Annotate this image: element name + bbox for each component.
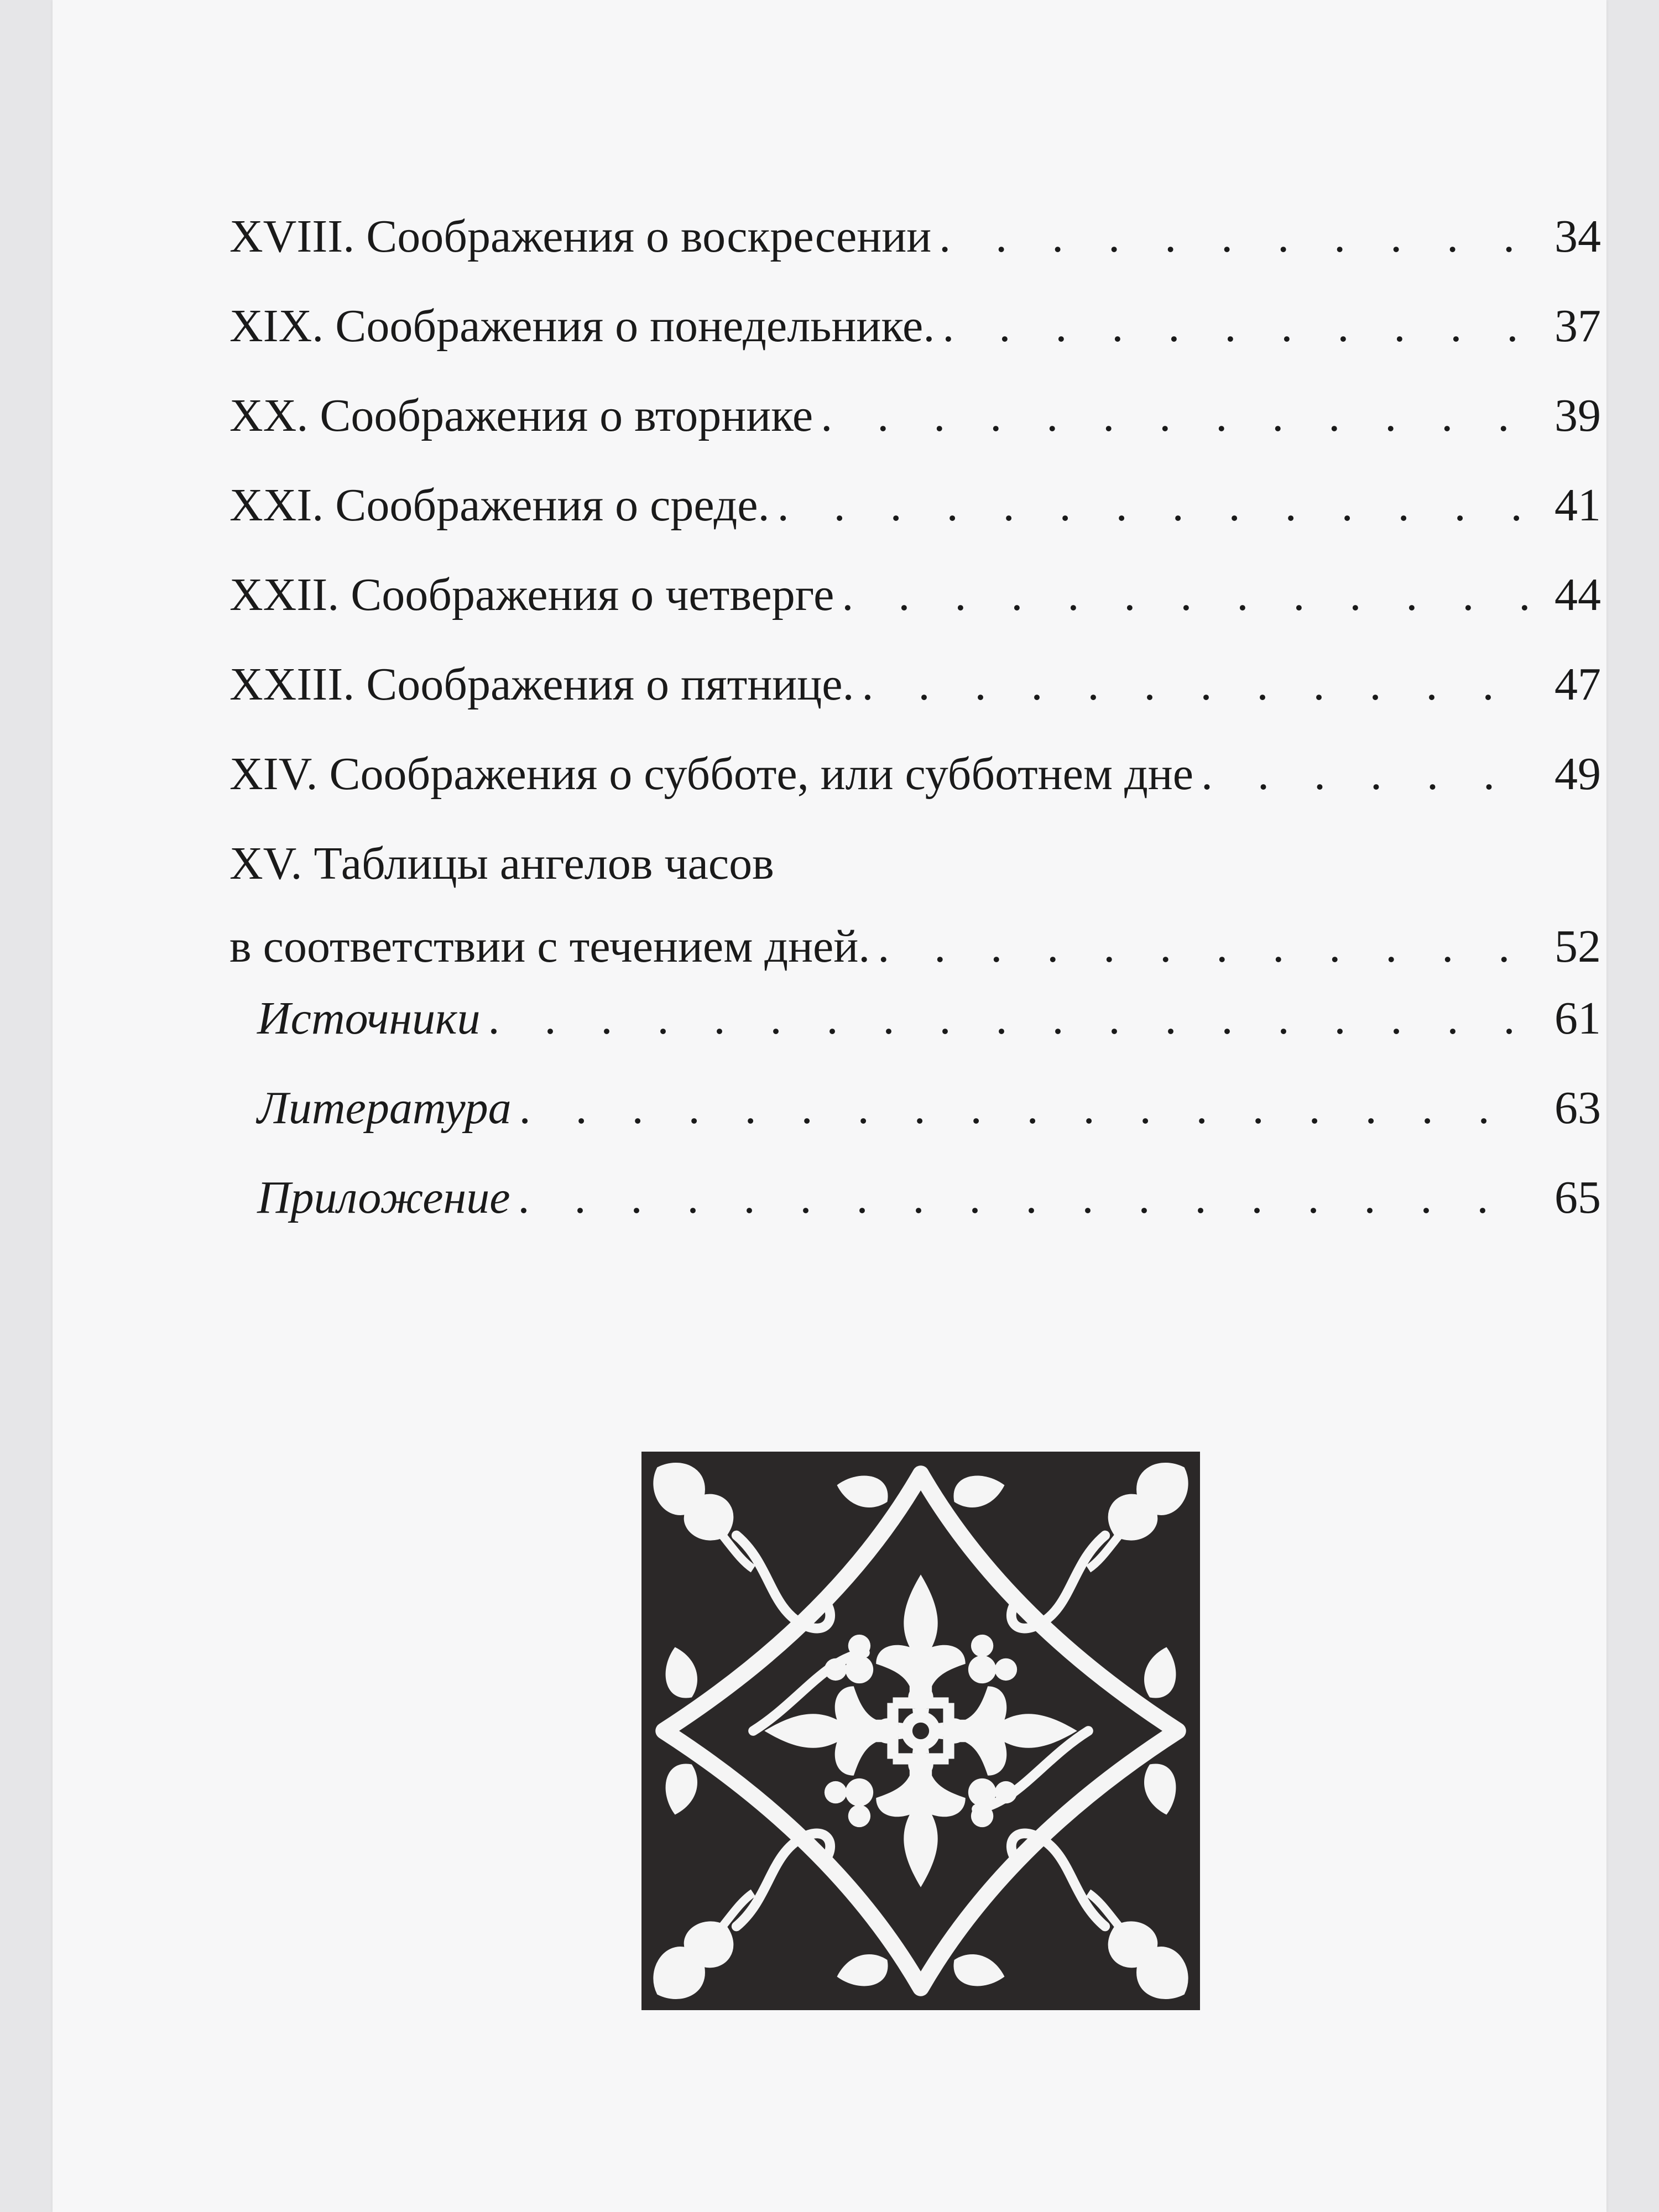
toc-entry-23[interactable] <box>229 658 1601 748</box>
dot-leader <box>870 920 1535 973</box>
toc-entry-appendix[interactable] <box>229 1171 1601 1261</box>
dot-leader <box>510 1171 1535 1224</box>
toc-entry-literature[interactable] <box>229 1082 1601 1171</box>
toc-page-number: 61 <box>1554 993 1601 1044</box>
toc-entry-22[interactable] <box>229 568 1601 658</box>
toc-page-number: 65 <box>1554 1172 1601 1223</box>
toc-entry-title: XIX. Соображения о понедельнике. <box>229 300 935 352</box>
toc-entry-20[interactable] <box>229 389 1601 479</box>
toc-entry-title: Приложение <box>257 1172 510 1223</box>
toc-page-number: 63 <box>1554 1082 1601 1134</box>
toc-entry-title: Источники <box>257 993 481 1044</box>
toc-entry-title: Литература <box>257 1082 512 1134</box>
toc-page-number: 39 <box>1554 390 1601 441</box>
toc-page-number: 37 <box>1554 300 1601 352</box>
book-page <box>53 0 1606 2212</box>
dot-leader <box>935 300 1535 353</box>
toc-entry-21[interactable] <box>229 479 1601 568</box>
toc-entry-title-line1: XV. Таблицы ангелов часов <box>229 838 774 889</box>
dot-leader <box>931 210 1535 263</box>
fleur-de-lis-tile-ornament-icon <box>641 1452 1200 2010</box>
toc-entry-title: XIV. Соображения о субботе, или субботнем дне <box>229 748 1194 800</box>
toc-page-number: 47 <box>1554 659 1601 710</box>
toc-entry-15[interactable] <box>229 837 1601 992</box>
toc-entry-14[interactable] <box>229 748 1601 837</box>
toc-page-number: 41 <box>1554 479 1601 531</box>
toc-page-number: 44 <box>1554 569 1601 620</box>
dot-leader <box>834 568 1535 622</box>
toc-entry-title: XX. Соображения о вторнике <box>229 390 813 441</box>
toc-entry-19[interactable] <box>229 300 1601 389</box>
toc-page-number: 49 <box>1554 748 1601 800</box>
dot-leader <box>770 479 1535 532</box>
toc-entry-title: XXIII. Соображения о пятнице. <box>229 659 854 710</box>
dot-leader <box>480 992 1535 1045</box>
table-of-contents <box>229 210 1601 1261</box>
toc-entry-title: XXII. Соображения о четверге <box>229 569 834 620</box>
toc-entry-title: XVIII. Соображения о воскресении <box>229 211 932 262</box>
dot-leader <box>854 658 1535 711</box>
toc-entry-title-line2: в соответствии с течением дней. <box>229 921 870 972</box>
toc-entry-title: XXI. Соображения о среде. <box>229 479 770 531</box>
dot-leader <box>512 1082 1535 1135</box>
dot-leader <box>813 389 1535 442</box>
toc-entry-sources[interactable] <box>229 992 1601 1082</box>
toc-entry-18[interactable] <box>229 210 1601 300</box>
toc-page-number: 34 <box>1554 211 1601 262</box>
dot-leader <box>1193 748 1535 801</box>
toc-page-number: 52 <box>1554 921 1601 972</box>
